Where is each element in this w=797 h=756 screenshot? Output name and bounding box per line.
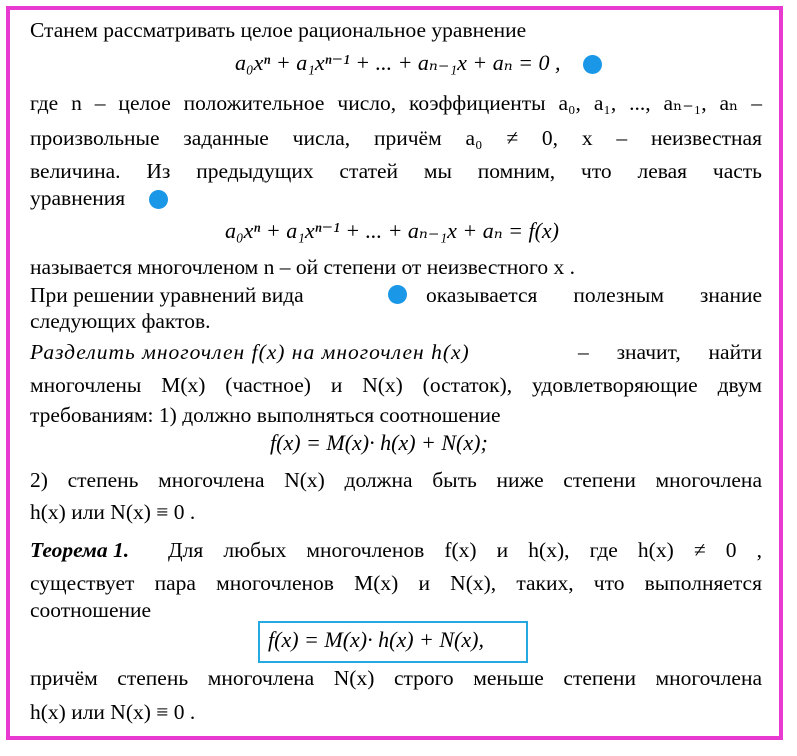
paragraph-6-line-1: 2) степень многочлена N(x) должна быть ниже степени многочлена [30,468,762,492]
paragraph-2-line-3: величина. Из предыдущих статей мы помним, что левая часть [30,159,762,183]
theorem-label: Теорема 1. [30,538,130,562]
paragraph-4-line-2: следующих фактов. [30,309,211,333]
equation-1: a₀xⁿ + a₁xⁿ⁻¹ + ... + aₙ₋₁x + aₙ = 0 , [235,50,561,75]
theorem-line-1: Для любых многочленов f(x) и h(x), где h(x) ≠ 0 , [168,538,762,562]
equation-4: f(x) = M(x)· h(x) + N(x), [268,627,484,652]
paragraph-8-line-1: причём степень многочлена N(x) строго меньше степени многочлена [30,666,762,690]
paragraph-2-line-2: произвольные заданные числа, причём a₀ ≠ 0, x – неизвестная [30,126,762,150]
paragraph-5-line-2: многочлены M(x) (частное) и N(x) (остаток), удовлетворяющие двум [30,373,762,397]
paragraph-2-line-4: уравнения [30,186,126,210]
paragraph-6-line-2: h(x) или N(x) ≡ 0 . [30,500,196,524]
equation-2: a₀xⁿ + a₁xⁿ⁻¹ + ... + aₙ₋₁x + aₙ = f(x) [225,218,560,243]
equation-3: f(x) = M(x)· h(x) + N(x); [270,430,488,455]
paragraph-2-line-1: где n – целое положительное число, коэффициенты a₀, a₁, ..., aₙ₋₁, aₙ – [30,91,762,115]
paragraph-5-line-1b: – значит, найти [578,340,762,364]
equation-ref-marker-2-icon [388,285,407,304]
paragraph-8-line-2: h(x) или N(x) ≡ 0 . [30,700,196,724]
paragraph-intro: Станем рассматривать целое рациональное уравнение [30,18,527,42]
equation-1-marker-icon [583,55,602,74]
equation-ref-marker-icon [149,190,168,209]
paragraph-4-line-1a: При решении уравнений вида [30,283,304,307]
paragraph-3: называется многочленом n – ой степени от неизвестного x . [30,255,575,279]
theorem-line-3: соотношение [30,598,152,622]
paragraph-4-line-1b: оказывается полезным знание [426,283,762,307]
paragraph-5-line-3: требованиям: 1) должно выполняться соотношение [30,403,501,427]
theorem-line-2: существует пара многочленов M(x) и N(x), таких, что выполняется [30,571,762,595]
paragraph-5-line-1a: Разделить многочлен f(x) на многочлен h(x) [30,340,470,364]
